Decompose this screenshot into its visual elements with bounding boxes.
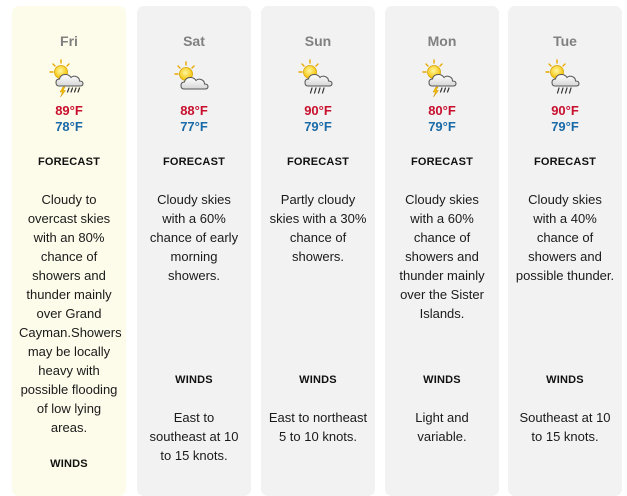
winds-heading: WINDS <box>423 374 461 386</box>
partly-cloudy-icon <box>174 58 214 98</box>
high-temperature: 90°F <box>551 103 579 118</box>
day-card-sun[interactable] <box>261 6 375 496</box>
forecast-description: Cloudy to overcast skies with an 80% chance of showers and thunder mainly over Grand Cayman.Showers may be locally heavy with possible flooding of low lying areas. <box>19 192 122 435</box>
cloud-sun-thunder-rain-icon <box>422 58 462 98</box>
low-temperature: 77°F <box>180 119 208 134</box>
cloud-sun-thunder-rain-icon <box>49 58 89 98</box>
low-temperature: 79°F <box>304 119 332 134</box>
winds-heading: WINDS <box>175 374 213 386</box>
forecast-heading: FORECAST <box>162 156 226 168</box>
day-card-mon[interactable] <box>385 6 499 496</box>
forecast-heading: FORECAST <box>286 156 350 168</box>
day-name: Sun <box>304 33 332 49</box>
forecast-description: Cloudy skies with a 60% chance of early morning showers. <box>149 192 239 283</box>
day-card-tue[interactable] <box>508 6 622 496</box>
low-temperature: 79°F <box>551 119 579 134</box>
winds-description: Light and variable. <box>415 410 469 444</box>
winds-description: East to southeast at 10 to 15 knots. <box>149 410 239 463</box>
high-temperature: 89°F <box>55 103 83 118</box>
low-temperature: 78°F <box>55 119 83 134</box>
forecast-description: Cloudy skies with a 60% chance of showers and thunder mainly over the Sister Islands. <box>399 192 485 321</box>
forecast-description: Partly cloudy skies with a 30% chance of showers. <box>269 192 367 264</box>
high-temperature: 80°F <box>428 103 456 118</box>
forecast-heading: FORECAST <box>37 156 101 168</box>
winds-description: East to northeast 5 to 10 knots. <box>268 410 368 444</box>
forecast-description: Cloudy skies with a 40% chance of showers and possible thunder. <box>515 192 615 283</box>
day-card-sat[interactable] <box>137 6 251 496</box>
day-name: Mon <box>427 33 457 49</box>
winds-heading: WINDS <box>50 458 88 470</box>
high-temperature: 90°F <box>304 103 332 118</box>
high-temperature: 88°F <box>180 103 208 118</box>
day-name: Sat <box>183 33 205 49</box>
forecast-heading: FORECAST <box>410 156 474 168</box>
day-name: Fri <box>60 33 78 49</box>
low-temperature: 79°F <box>428 119 456 134</box>
winds-heading: WINDS <box>546 374 584 386</box>
day-name: Tue <box>553 33 577 49</box>
cloud-sun-rain-icon <box>298 58 338 98</box>
cloud-sun-rain-icon <box>545 58 585 98</box>
winds-heading: WINDS <box>299 374 337 386</box>
winds-description: Southeast at 10 to 15 knots. <box>519 410 611 444</box>
day-card-fri[interactable] <box>12 6 126 496</box>
forecast-heading: FORECAST <box>533 156 597 168</box>
